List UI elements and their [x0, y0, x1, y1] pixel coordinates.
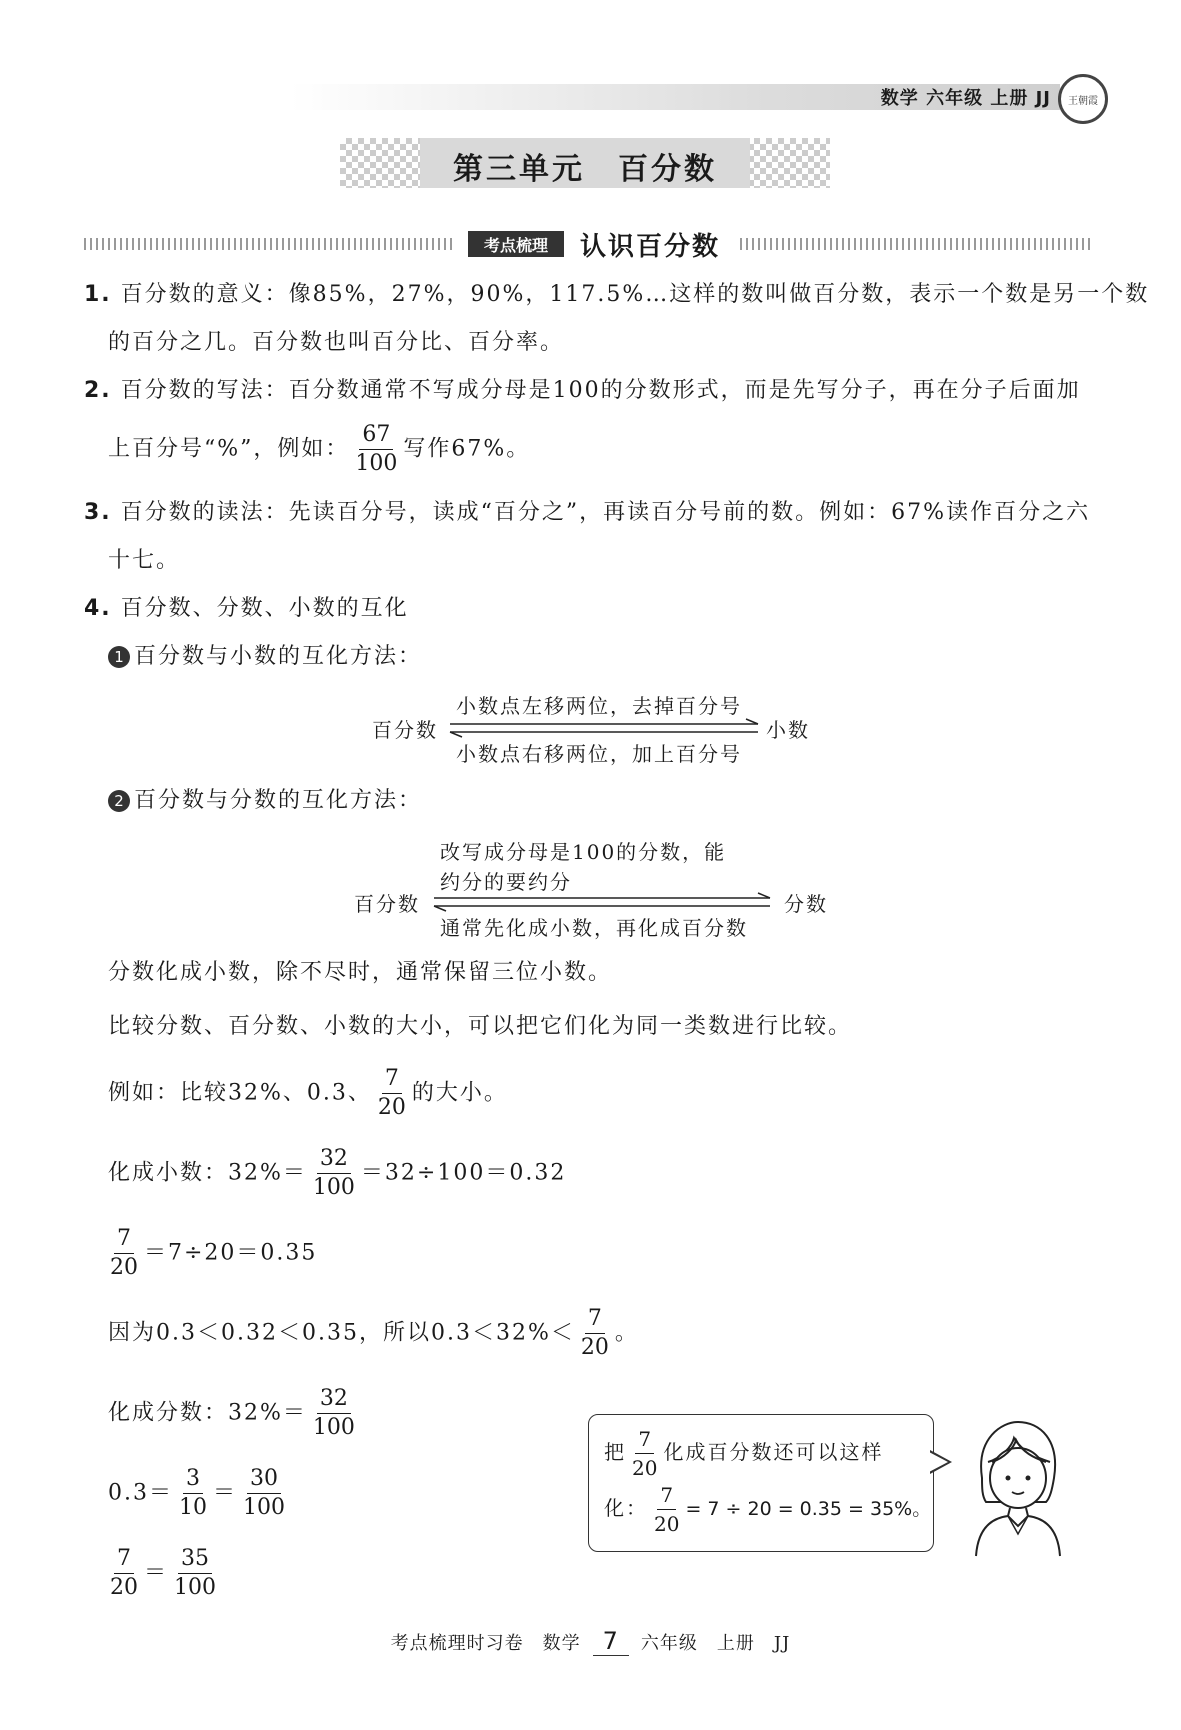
item-number: 2. [84, 378, 112, 403]
denominator: 20 [377, 1095, 406, 1120]
denominator: 10 [179, 1495, 207, 1520]
equals-sign: ＝ [213, 1480, 238, 1506]
fraction-line-3 [104, 1546, 222, 1601]
fraction [375, 1066, 409, 1121]
footer-right: 六年级 上册 JJ [640, 1633, 791, 1654]
denominator: 100 [312, 1415, 355, 1440]
decimal-line-2 [104, 1226, 317, 1281]
text: 0.3＝ [108, 1480, 173, 1506]
equals-sign: ＝ [144, 1560, 169, 1586]
numerator: 32 [317, 1146, 351, 1174]
item-number: 4. [84, 596, 112, 621]
fraction [176, 1466, 210, 1521]
diagram-2-bottom-label: 通常先化成小数，再化成百分数 [440, 916, 748, 940]
item-1-line-2: 的百分之几。百分数也叫百分比、百分率。 [108, 330, 565, 355]
footer-left: 考点梳理时习卷 数学 [390, 1633, 581, 1654]
text: 。 [614, 1320, 639, 1346]
bubble-line-2 [604, 1482, 931, 1537]
text: 因为0.3＜0.32＜0.35，所以0.3＜32%＜ [108, 1320, 575, 1346]
denominator: 100 [312, 1175, 355, 1200]
decimal-line-3 [108, 1306, 639, 1361]
item-2-line-2 [108, 422, 530, 477]
item-4-line [84, 594, 409, 624]
method-1-line [108, 642, 422, 672]
item-3-text: 百分数的读法：先读百分号，读成“百分之”，再读百分号前的数。例如：67%读作百分之六 [120, 500, 1091, 525]
denominator: 20 [580, 1335, 609, 1360]
example-suffix: 的大小。 [411, 1080, 508, 1106]
fraction [171, 1546, 219, 1601]
fraction [629, 1426, 660, 1481]
diagram-2-right-label: 分数 [784, 892, 828, 916]
section-divider-left [84, 238, 454, 250]
diagram-2-top-label-2: 约分的要约分 [440, 870, 572, 894]
section-divider-right [740, 238, 1092, 250]
method-2-text: 百分数与分数的互化方法： [134, 788, 423, 813]
fraction [107, 1546, 141, 1601]
item-2-line-1 [84, 376, 1081, 406]
text: 化成小数：32%＝ [108, 1160, 307, 1186]
number-badge-icon: 2 [108, 790, 130, 812]
item-3-line-1 [84, 498, 1090, 528]
item-1-line-1 [84, 280, 1149, 310]
fraction [310, 1146, 358, 1201]
item-3-line-2: 十七。 [108, 548, 181, 573]
fraction [310, 1386, 358, 1441]
diagram-1-top-label: 小数点左移两位，去掉百分号 [456, 694, 742, 718]
numerator: 32 [317, 1386, 351, 1414]
diagram-1-left-label: 百分数 [372, 718, 438, 742]
denominator: 20 [632, 1456, 658, 1480]
unit-title: 第三单元 百分数 [453, 152, 717, 187]
method-2-line [108, 786, 422, 816]
diagram-1-bottom-label: 小数点右移两位，加上百分号 [456, 742, 742, 766]
method-1-text: 百分数与小数的互化方法： [134, 644, 423, 669]
fraction-line-2 [108, 1466, 291, 1521]
fraction [107, 1226, 141, 1281]
fraction [240, 1466, 288, 1521]
denominator: 100 [243, 1495, 286, 1520]
decimal-line-1 [108, 1146, 566, 1201]
diagram-1-right-label: 小数 [766, 718, 810, 742]
denominator: 20 [110, 1575, 138, 1600]
note-1: 分数化成小数，除不尽时，通常保留三位小数。 [108, 960, 613, 985]
number-badge-icon: 1 [108, 646, 130, 668]
text: 化成分数：32%＝ [108, 1400, 307, 1426]
header-text: 数学 六年级 上册 JJ [880, 88, 1051, 109]
item-number: 1. [84, 282, 112, 307]
text: = 7 ÷ 20 = 0.35 = 35%。 [685, 1498, 932, 1520]
numerator: 7 [635, 1426, 654, 1454]
speech-bubble-tail-fill [929, 1452, 948, 1472]
diagram-2-top-label-1: 改写成分母是100的分数，能 [440, 840, 727, 864]
item-number: 3. [84, 500, 112, 525]
section-tag: 考点梳理 [468, 231, 564, 257]
fraction [352, 422, 400, 477]
numerator: 67 [359, 422, 393, 450]
numerator: 7 [657, 1482, 676, 1510]
fraction [578, 1306, 612, 1361]
denominator: 100 [174, 1575, 217, 1600]
item-1-text: 百分数的意义：像85%，27%，90%，117.5%…这样的数叫做百分数，表示一个数是另一个数 [120, 282, 1150, 307]
numerator: 30 [247, 1466, 281, 1494]
note-2: 比较分数、百分数、小数的大小，可以把它们化为同一类数进行比较。 [108, 1014, 853, 1039]
denominator: 20 [654, 1512, 680, 1536]
seal-text: 王朝霞 [1068, 95, 1098, 107]
numerator: 7 [114, 1226, 134, 1254]
item-2-text: 百分数的写法：百分数通常不写成分母是100的分数形式，而是先写分子，再在分子后面加 [120, 378, 1081, 403]
fraction-line-1 [108, 1386, 361, 1441]
double-arrow-icon [446, 718, 762, 738]
text: 化： [604, 1496, 648, 1520]
page-number: 7 [593, 1627, 629, 1656]
diagram-2-left-label: 百分数 [354, 892, 420, 916]
text: 把 [604, 1440, 626, 1464]
numerator: 7 [585, 1306, 605, 1334]
example-prefix: 例如：比较32%、0.3、 [108, 1080, 372, 1106]
numerator: 7 [382, 1066, 402, 1094]
text: 化成百分数还可以这样 [663, 1440, 884, 1464]
brand-seal-icon [1058, 74, 1108, 124]
item-2-text-a: 上百分号“%”，例如： [108, 436, 350, 462]
item-2-text-b: 写作67%。 [403, 436, 531, 462]
example-line [108, 1066, 508, 1121]
section-title: 认识百分数 [580, 232, 721, 262]
numerator: 7 [114, 1546, 134, 1574]
girl-illustration-icon [962, 1418, 1070, 1558]
text: ＝32÷100＝0.32 [360, 1160, 567, 1186]
text: ＝7÷20＝0.35 [144, 1240, 318, 1266]
bubble-line-1 [604, 1426, 883, 1481]
double-arrow-icon [430, 892, 774, 912]
numerator: 3 [183, 1466, 203, 1494]
item-4-text: 百分数、分数、小数的互化 [120, 596, 409, 621]
denominator: 20 [110, 1255, 138, 1280]
numerator: 35 [178, 1546, 212, 1574]
denominator: 100 [355, 451, 398, 476]
footer [0, 1627, 1181, 1656]
fraction [651, 1482, 682, 1537]
